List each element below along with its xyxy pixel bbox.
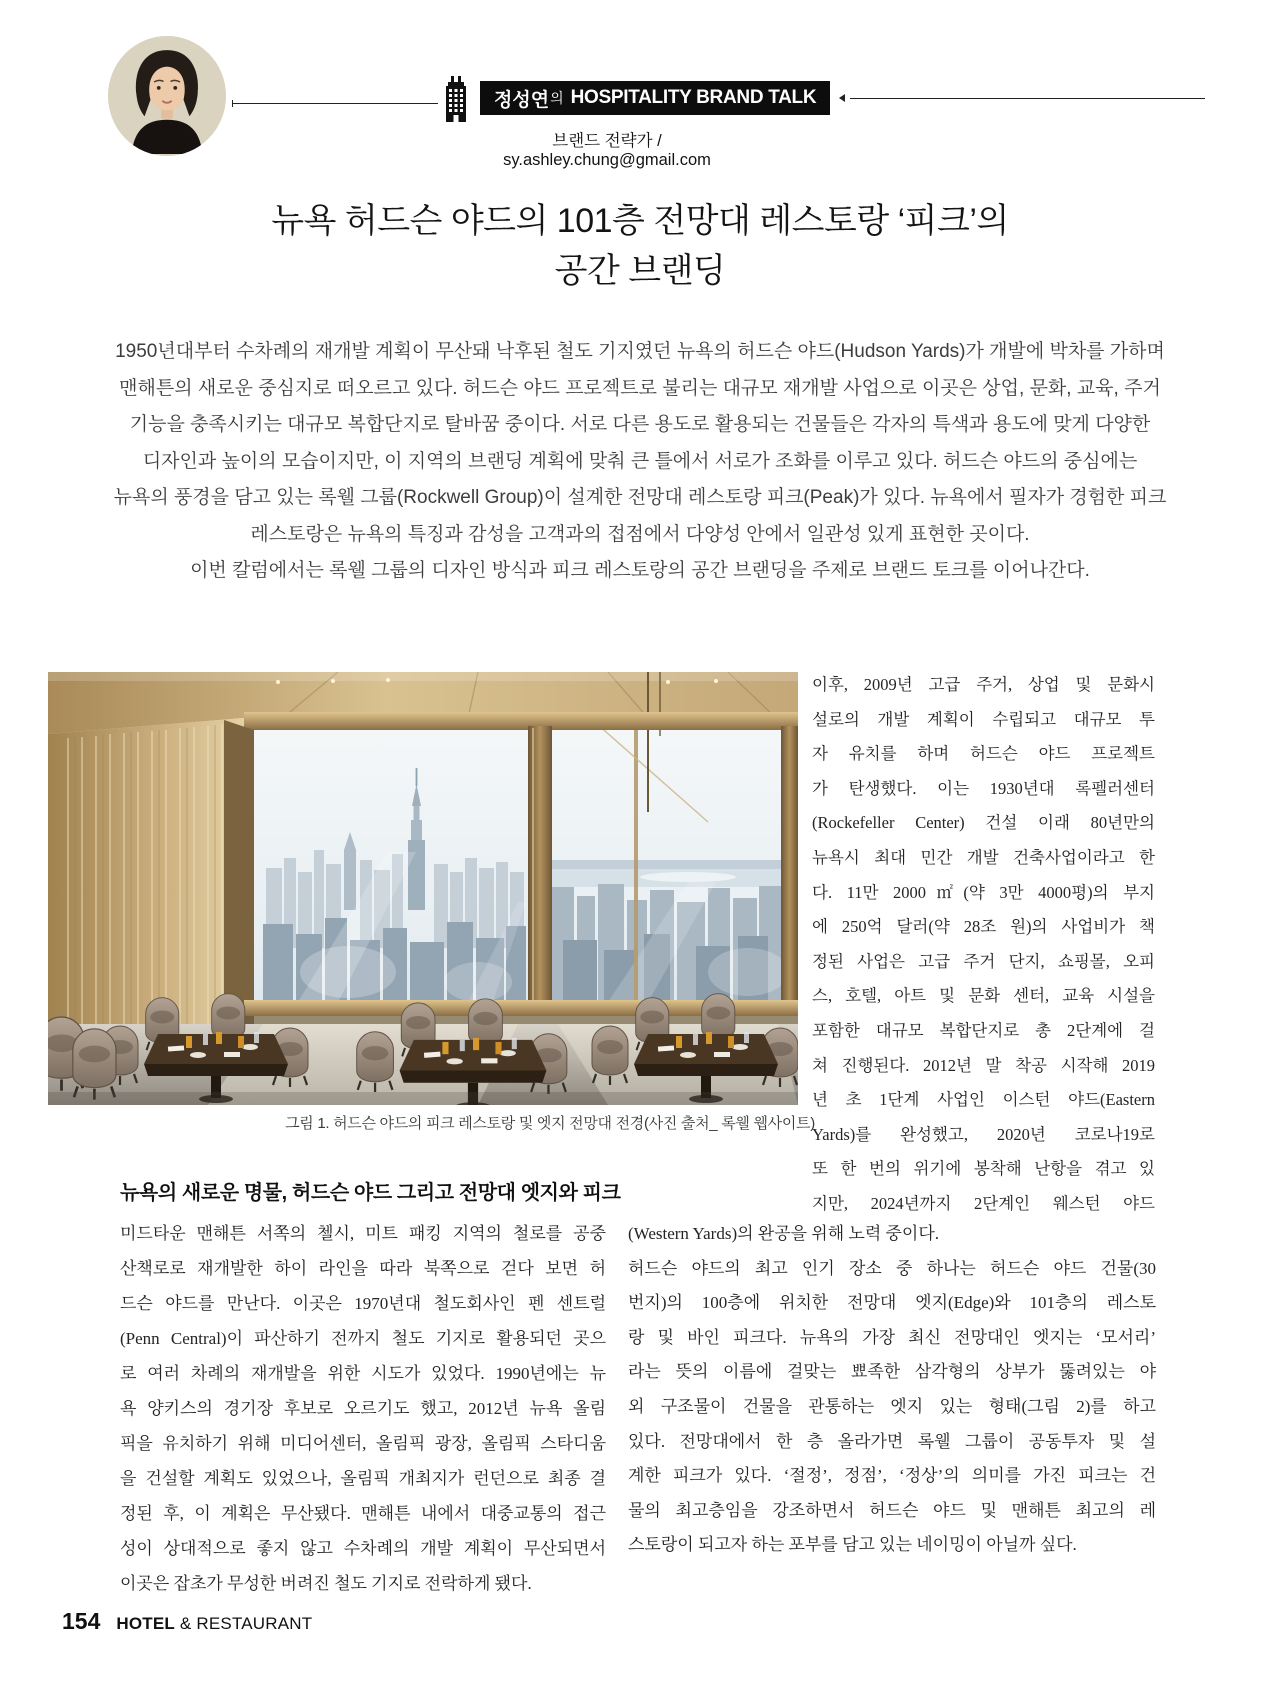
- page-footer: [62, 1608, 312, 1635]
- section-heading: 뉴욕의 새로운 명물, 허드슨 야드 그리고 전망대 엣지와 피크: [120, 1182, 621, 1204]
- page-number: 154: [62, 1608, 101, 1634]
- article-title: [90, 196, 1190, 296]
- article-title-line2: 공간 브랜딩: [554, 252, 726, 290]
- column-owner-suffix: 의: [550, 90, 564, 106]
- magazine-name-bold: HOTEL: [116, 1614, 175, 1633]
- figure-photo: [48, 672, 798, 1105]
- line-arrow-icon: [839, 94, 845, 102]
- author-portrait: [108, 36, 226, 154]
- window-view: [228, 716, 798, 1016]
- restaurant-photo-illustration: [48, 672, 798, 1105]
- header-divider-line-left: [232, 103, 438, 104]
- article-title-line1: 뉴욕 허드슨 야드의 101층 전망대 레스토랑 ‘피크’의: [271, 202, 1009, 240]
- magazine-name: [116, 1614, 312, 1634]
- author-avatar: [108, 36, 226, 156]
- author-contact: 브랜드 전략가 / sy.ashley.chung@gmail.com: [503, 132, 711, 169]
- column-banner: [480, 81, 830, 115]
- column-title: HOSPITALITY BRAND TALK: [570, 87, 817, 108]
- right-column-narrow: 이후, 2009년 고급 주거, 상업 및 문화시 설로의 개발 계획이 수립되고 대규모 투 자 유치를 하며 허드슨 야드 프로젝트 가 탄생했다. 이는 1930년대 록펠러센터 (Rockefeller Center) 건설 이래 80년만의 뉴욕시 최대 민간 개발 건축사업이라고 한 다. 11만 2000㎡(약 3만 4000평)의 부지 에 250억 달러(약 28조 원)의 사업비가 책 정된 사업은 고급 주거 단지, 쇼핑몰, 오피 스, 호텔, 아트 및 문화 센터, 교육 시설을 포함한 대규모 복합단지로 총 2단계에 걸 쳐 진행된다. 2012년 말 착공 시작해 2019 년 초 1단계 사업인 이스턴 야드(Eastern Yards)를 완성했고, 2020년 코로나19로 또 한 번의 위기에 봉착해 난항을 겪고 있 지만, 2024년까지 2단계인 웨스턴 야드: [812, 675, 1155, 1213]
- article-lede: 1950년대부터 수차례의 재개발 계획이 무산돼 낙후된 철도 기지였던 뉴욕의 허드슨 야드(Hudson Yards)가 개발에 박차를 가하며 맨해튼의 새로운 중심지로 떠오르고 있다. 허드슨 야드 프로젝트로 불리는 대규모 재개발 사업으로 이곳은 상업, 문화, 교육, 주거 기능을 충족시키는 대규모 복합단지로 탈바꿈 중이다. 서로 다른 용도로 활용되는 건물들은 각자의 특색과 용도에 맞게 다양한 디자인과 높이의 모습이지만, 이 지역의 브랜딩 계획에 맞춰 큰 틀에서 서로가 조화를 이루고 있다. 허드슨 야드의 중심에는 뉴욕의 풍경을 담고 있는 록웰 그룹(Rockwell Group)이 설계한 전망대 레스토랑 피크(Peak)가 있다. 뉴욕에서 필자가 경험한 피크 레스토랑은 뉴욕의 특징과 감성을 고객과의 접점에서 다양성 안에서 일관성 있게 표현한 곳이다. 이번 칼럼에서는 록웰 그룹의 디자인 방식과 피크 레스토랑의 공간 브랜딩을 주제로 브랜드 토크를 이어나간다.: [113, 341, 1167, 581]
- figure-caption: 그림 1. 허드슨 야드의 피크 레스토랑 및 엣지 전망대 전경(사진 출처_ 록웰 웹사이트): [285, 1115, 815, 1132]
- magazine-name-rest: & RESTAURANT: [179, 1614, 313, 1633]
- hotel-building-icon: [441, 74, 471, 122]
- header-divider-line-right: [850, 98, 1205, 99]
- left-column-body: 미드타운 맨해튼 서쪽의 첼시, 미트 패킹 지역의 철로를 공중 산책로로 재개발한 하이 라인을 따라 북쪽으로 걷다 보면 허 드슨 야드를 만난다. 이곳은 1970년대 철도회사인 펜 센트럴 (Penn Central)이 파산하기 전까지 철도 기지로 활용되던 곳으 로 여러 차례의 재개발을 위한 시도가 있었다. 1990년에는 뉴 욕 양키스의 경기장 후보로 오르기도 했고, 2012년 뉴욕 올림 픽을 유치하기 위해 미디어센터, 올림픽 광장, 올림픽 스타디움 을 건설할 계획도 있었으나, 올림픽 개최지가 런던으로 최종 결 정된 후, 이 계획은 무산됐다. 맨해튼 내에서 대중교통의 접근 성이 상대적으로 좋지 않고 수차례의 개발 계획이 무산되면서 이곳은 잡초가 무성한 버려진 철도 기지로 전락하게 됐다.: [120, 1224, 606, 1593]
- column-header: [441, 74, 1205, 122]
- column-owner-name: 정성연: [494, 89, 550, 111]
- right-column-wide: (Western Yards)의 완공을 위해 노력 중이다. 허드슨 야드의 최고 인기 장소 중 하나는 허드슨 야드 건물(30 번지)의 100층에 위치한 전망대 엣지(Edge)와 101층의 레스토 랑 및 바인 피크다. 뉴욕의 가장 최신 전망대인 엣지는 ‘모서리’ 라는 뜻의 이름에 걸맞는 뾰족한 삼각형의 상부가 뚫려있는 야 외 구조물이 건물을 관통하는 엣지 있는 형태(그림 2)를 하고 있다. 전망대에서 한 층 올라가면 록웰 그룹이 공동투자 및 설 계한 피크가 있다. ‘절정’, 정점’, ‘정상’의 의미를 가진 피크는 건 물의 최고층임을 강조하면서 허드슨 야드 및 맨해튼 최고의 레 스토랑이 되고자 하는 포부를 담고 있는 네이밍이 아닐까 싶다.: [628, 1224, 1156, 1555]
